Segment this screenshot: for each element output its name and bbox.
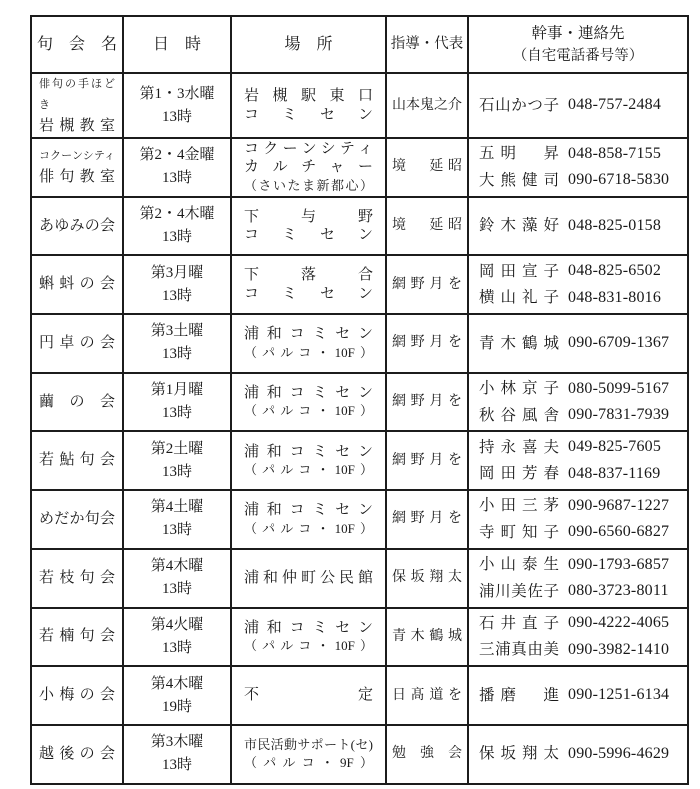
place-line: コクーンシティ: [244, 140, 373, 157]
contact-line: [479, 258, 681, 284]
contact-name: 石山かつ子: [479, 96, 559, 114]
contact-phone: 090-6560-6827: [568, 523, 670, 541]
datetime-line: 13時: [161, 581, 192, 598]
contact-line: [479, 285, 681, 311]
place-line: コミセン: [244, 285, 373, 302]
datetime-line: 第2土曜: [150, 440, 204, 457]
cell-datetime: [123, 725, 231, 784]
datetime-line: 13時: [161, 405, 192, 422]
club-name-line: 若楠句会: [39, 628, 115, 645]
instructor-name: 網野月を: [392, 511, 462, 527]
datetime-line: 19時: [161, 698, 192, 715]
contact-line: [479, 552, 681, 578]
place-line: カルチャー: [244, 159, 373, 176]
cell-contact: [468, 73, 688, 138]
cell-instructor: [386, 608, 468, 667]
datetime-line: 13時: [161, 170, 192, 187]
cell-place: [231, 549, 386, 608]
cell-club-name: [31, 73, 123, 138]
contact-name: 秋谷風舎: [479, 406, 559, 424]
cell-club-name: [31, 608, 123, 667]
place-line: 浦和コミセン: [244, 443, 373, 460]
datetime-line: 第2・4木曜: [139, 206, 215, 223]
contact-phone: 048-831-8016: [568, 288, 662, 306]
contact-name: 鈴木藻好: [479, 217, 559, 235]
contact-phone: 048-837-1169: [568, 464, 661, 482]
contact-line: [479, 637, 681, 663]
club-name-line: 円卓の会: [39, 334, 115, 351]
instructor-name: 日髙道を: [392, 687, 462, 703]
cell-datetime: [123, 666, 231, 725]
table-row: [31, 314, 688, 373]
cell-instructor: [386, 549, 468, 608]
cell-datetime: [123, 314, 231, 373]
contact-name: 播磨 進: [479, 686, 559, 704]
contact-phone: 090-6709-1367: [568, 334, 670, 352]
datetime-line: 第2・4金曜: [139, 147, 215, 164]
contact-phone: 080-5099-5167: [568, 379, 670, 397]
cell-instructor: [386, 138, 468, 197]
cell-contact: [468, 608, 688, 667]
instructor-name: 網野月を: [392, 335, 462, 351]
instructor-name: 網野月を: [392, 452, 462, 468]
instructor-name: 青木鶴城: [392, 628, 462, 644]
place-line: （パルコ・10F）: [244, 638, 373, 654]
datetime-line: 13時: [161, 463, 192, 480]
datetime-line: 第4火曜: [150, 616, 204, 633]
contact-phone: 090-4222-4065: [568, 614, 670, 632]
cell-contact: [468, 431, 688, 490]
cell-place: [231, 373, 386, 432]
place-line: （パルコ・10F）: [244, 403, 373, 419]
cell-place: [231, 197, 386, 256]
datetime-line: 13時: [161, 108, 192, 125]
club-name-line: 若鮎句会: [39, 452, 115, 469]
cell-contact: [468, 138, 688, 197]
club-name-line: 若枝句会: [39, 569, 115, 586]
cell-contact: [468, 314, 688, 373]
club-name-line: 俳句教室: [39, 169, 115, 186]
instructor-name: 保坂翔太: [392, 570, 462, 586]
contact-name: 小田三茅: [479, 497, 559, 515]
cell-club-name: [31, 490, 123, 549]
table-row: [31, 255, 688, 314]
cell-datetime: [123, 73, 231, 138]
contact-line: [479, 461, 681, 487]
contact-name: 持永喜夫: [479, 438, 559, 456]
contact-phone: 090-1251-6134: [568, 686, 670, 704]
club-name-line: 繭の会: [39, 393, 115, 410]
place-line: 浦和コミセン: [244, 502, 373, 519]
table-header: [31, 16, 688, 73]
instructor-name: 勉強会: [392, 746, 462, 762]
cell-contact: [468, 197, 688, 256]
header-instructor: 指導・代表: [386, 16, 468, 73]
instructor-name: 境 延昭: [392, 218, 462, 234]
datetime-line: 13時: [161, 229, 192, 246]
cell-place: [231, 73, 386, 138]
cell-datetime: [123, 431, 231, 490]
cell-club-name: [31, 549, 123, 608]
datetime-line: 第3月曜: [150, 264, 204, 281]
header-contact-line1: 幹事・連絡先: [531, 25, 625, 42]
header-contact-line2: （自宅電話番号等）: [512, 48, 644, 64]
datetime-line: 第4土曜: [150, 499, 204, 516]
cell-instructor: [386, 666, 468, 725]
contact-name: 横山礼子: [479, 289, 559, 307]
cell-club-name: [31, 314, 123, 373]
table-row: [31, 138, 688, 197]
cell-club-name: [31, 725, 123, 784]
place-line: 下落合: [244, 267, 373, 284]
contact-phone: 048-858-7155: [568, 144, 662, 162]
contact-line: [479, 610, 681, 636]
cell-place: [231, 608, 386, 667]
contact-line: [479, 434, 681, 460]
club-name-line: 越後の会: [39, 745, 115, 762]
contact-line: [479, 578, 681, 604]
place-line: 浦和仲町公民館: [244, 569, 373, 586]
instructor-name: 境 延昭: [392, 159, 462, 175]
header-place: 場 所: [231, 16, 386, 73]
contact-phone: 090-9687-1227: [568, 497, 670, 515]
place-line: （パルコ・10F）: [244, 344, 373, 360]
datetime-line: 13時: [161, 522, 192, 539]
cell-place: [231, 431, 386, 490]
header-club-name: 句 会 名: [31, 16, 123, 73]
contact-name: 浦川美佐子: [479, 582, 559, 600]
place-line: （パルコ・10F）: [244, 462, 373, 478]
table-row: [31, 373, 688, 432]
contact-line: [479, 92, 681, 118]
table-row: [31, 490, 688, 549]
contact-line: [479, 330, 681, 356]
instructor-name: 網野月を: [392, 394, 462, 410]
cell-instructor: [386, 255, 468, 314]
cell-datetime: [123, 608, 231, 667]
place-line: 不定: [244, 687, 373, 704]
table-row: [31, 666, 688, 725]
table-row: [31, 197, 688, 256]
cell-datetime: [123, 138, 231, 197]
contact-phone: 049-825-7605: [568, 438, 662, 456]
cell-datetime: [123, 197, 231, 256]
contact-line: [479, 167, 681, 193]
datetime-line: 第1月曜: [150, 382, 204, 399]
place-line: 岩槻駅東口: [244, 88, 373, 104]
table-row: [31, 549, 688, 608]
club-name-line: 俳句の手ほどき: [39, 78, 115, 111]
datetime-line: 第1・3水曜: [139, 85, 215, 102]
cell-club-name: [31, 138, 123, 197]
cell-instructor: [386, 73, 468, 138]
datetime-line: 13時: [161, 346, 192, 363]
club-name-line: 小梅の会: [39, 687, 115, 704]
datetime-line: 13時: [161, 287, 192, 304]
place-line: コミセン: [244, 227, 373, 244]
contact-phone: 090-3982-1410: [568, 640, 670, 658]
place-line: 浦和コミセン: [244, 384, 373, 401]
cell-contact: [468, 255, 688, 314]
contact-phone: 090-1793-6857: [568, 555, 670, 573]
cell-instructor: [386, 373, 468, 432]
contact-line: [479, 682, 681, 708]
contact-name: 保坂翔太: [479, 745, 559, 763]
table-body: [31, 73, 688, 784]
club-name-line: コクーンシティ: [39, 150, 115, 163]
contact-name: 石井直子: [479, 614, 559, 632]
contact-line: [479, 519, 681, 545]
club-name-line: あゆみの会: [39, 217, 115, 234]
contact-phone: 090-5996-4629: [568, 745, 670, 762]
place-line: （パルコ・9F）: [244, 755, 373, 771]
cell-club-name: [31, 666, 123, 725]
cell-place: [231, 490, 386, 549]
header-datetime: 日 時: [123, 16, 231, 73]
cell-club-name: [31, 197, 123, 256]
cell-contact: [468, 490, 688, 549]
cell-instructor: [386, 197, 468, 256]
cell-contact: [468, 666, 688, 725]
contact-phone: 090-6718-5830: [568, 171, 670, 189]
cell-contact: [468, 725, 688, 784]
contact-name: 五明 昇: [479, 145, 559, 163]
contact-name: 寺町知子: [479, 523, 559, 541]
contact-phone: 048-825-0158: [568, 216, 662, 234]
contact-phone: 048-825-6502: [568, 262, 662, 280]
contact-name: 岡田宣子: [479, 262, 559, 280]
club-name-line: めだか句会: [39, 510, 115, 527]
contact-name: 青木鶴城: [479, 334, 559, 352]
cell-place: [231, 314, 386, 373]
datetime-line: 13時: [161, 757, 192, 774]
contact-name: 岡田芳春: [479, 465, 559, 483]
table-row: [31, 608, 688, 667]
cell-place: [231, 138, 386, 197]
header-contact: [468, 16, 688, 73]
datetime-line: 第3土曜: [150, 323, 204, 340]
cell-instructor: [386, 314, 468, 373]
haiku-club-table: [30, 15, 689, 785]
club-name-line: 蝌蚪の会: [39, 276, 115, 293]
datetime-line: 13時: [161, 639, 192, 656]
instructor-name: 網野月を: [392, 276, 462, 292]
table-row: [31, 73, 688, 138]
cell-place: [231, 255, 386, 314]
club-name-line: 岩槻教室: [39, 118, 115, 134]
place-line: （さいたま新都心）: [244, 177, 373, 193]
cell-place: [231, 666, 386, 725]
cell-instructor: [386, 490, 468, 549]
place-line: 浦和コミセン: [244, 619, 373, 636]
cell-contact: [468, 549, 688, 608]
contact-name: 三浦真由美: [479, 641, 559, 659]
table-row: [31, 431, 688, 490]
place-line: コミセン: [244, 106, 373, 123]
cell-club-name: [31, 373, 123, 432]
place-line: （パルコ・10F）: [244, 520, 373, 536]
contact-line: [479, 741, 681, 767]
contact-phone: 048-757-2484: [568, 96, 662, 114]
cell-club-name: [31, 431, 123, 490]
cell-datetime: [123, 490, 231, 549]
contact-name: 小林京子: [479, 380, 559, 398]
cell-contact: [468, 373, 688, 432]
cell-instructor: [386, 431, 468, 490]
contact-phone: 090-7831-7939: [568, 406, 670, 424]
cell-datetime: [123, 255, 231, 314]
table-row: [31, 725, 688, 784]
contact-line: [479, 493, 681, 519]
datetime-line: 第3木曜: [150, 734, 204, 751]
place-line: 市民活動サポート(セ): [244, 737, 373, 753]
cell-instructor: [386, 725, 468, 784]
place-line: 浦和コミセン: [244, 326, 373, 343]
contact-name: 大熊健司: [479, 171, 559, 189]
datetime-line: 第4木曜: [150, 558, 204, 575]
contact-line: [479, 376, 681, 402]
place-line: 下与野: [244, 208, 373, 225]
contact-name: 小山泰生: [479, 556, 559, 574]
contact-line: [479, 213, 681, 239]
contact-line: [479, 402, 681, 428]
cell-datetime: [123, 549, 231, 608]
contact-line: [479, 141, 681, 167]
instructor-name: 山本鬼之介: [392, 97, 462, 113]
cell-place: [231, 725, 386, 784]
contact-phone: 080-3723-8011: [568, 582, 669, 600]
datetime-line: 第4木曜: [150, 675, 204, 692]
header-row: [31, 16, 688, 73]
cell-datetime: [123, 373, 231, 432]
cell-club-name: [31, 255, 123, 314]
